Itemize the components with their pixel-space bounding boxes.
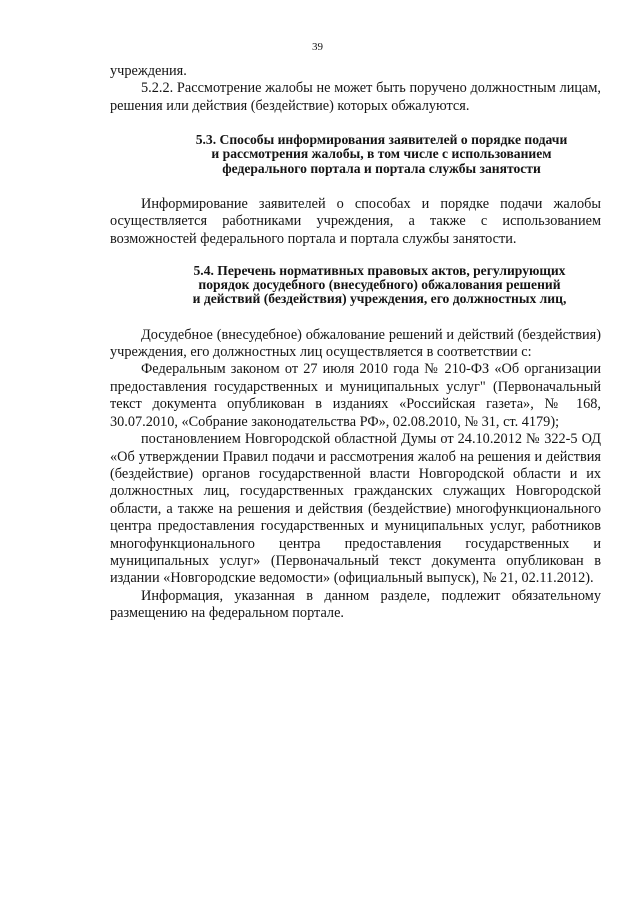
- paragraph-federal-law: Федеральным законом от 27 июля 2010 года № 210-ФЗ «Об организации предоставления государственных и муниципальных услуг" (Первоначальный текст документа опубликован в изданиях «Российская газета», № 168, 30.07.2010, «Собрание законодательства РФ», 02.08.2010, № 31, ст. 4179);: [110, 361, 601, 430]
- page-number: 39: [312, 41, 323, 53]
- paragraph-information: Информация, указанная в данном разделе, подлежит обязательному размещению на федеральном портале.: [110, 587, 601, 622]
- heading-line: 5.3. Способы информирования заявителей о порядке подачи: [195, 132, 568, 148]
- heading-line: и действий (бездействия) учреждения, его должностных лиц,: [192, 291, 567, 307]
- paragraph-5-2-2: 5.2.2. Рассмотрение жалобы не может быть поручено должностным лицам, решения или действия (бездействие) которых обжалуются.: [110, 80, 601, 114]
- paragraph-regional-resolution: постановлением Новгородской областной Думы от 24.10.2012 № 322-5 ОД «Об утверждении Правил подачи и рассмотрения жалоб на решения и действия (бездействие) органов государственной власти Новгородской области и их должностных лиц, государственных гражданских служащих Новгородской области, а также на решения и действия (бездействие) многофункционального центра предоставления государственных и муниципальных услуг, работников многофункционального центра предоставления государственных и муниципальных услуг» (Первоначальный текст документа опубликован в издании «Новгородские ведомости» (официальный выпуск), № 21, 02.11.2012).: [110, 431, 601, 587]
- heading-line: 5.4. Перечень нормативных правовых актов, регулирующих: [193, 263, 566, 279]
- section-5-4-heading: [110, 264, 601, 307]
- heading-line: и рассмотрения жалобы, в том числе с использованием: [211, 146, 552, 162]
- heading-line: федерального портала и портала службы занятости: [222, 160, 541, 176]
- section-5-3-heading: [110, 133, 601, 176]
- heading-line: порядок досудебного (внесудебного) обжалования решений: [198, 277, 561, 293]
- paragraph-continuation: учреждения.: [110, 63, 187, 79]
- document-body: [110, 63, 601, 623]
- paragraph-5-3: Информирование заявителей о способах и порядке подачи жалобы осуществляется работниками учреждения, а также с использованием возможностей федерального портала и портала службы занятости.: [110, 195, 601, 247]
- paragraph-5-4-intro: Досудебное (внесудебное) обжалование решений и действий (бездействия) учреждения, его должностных лиц осуществляется в соответствии с:: [110, 326, 601, 361]
